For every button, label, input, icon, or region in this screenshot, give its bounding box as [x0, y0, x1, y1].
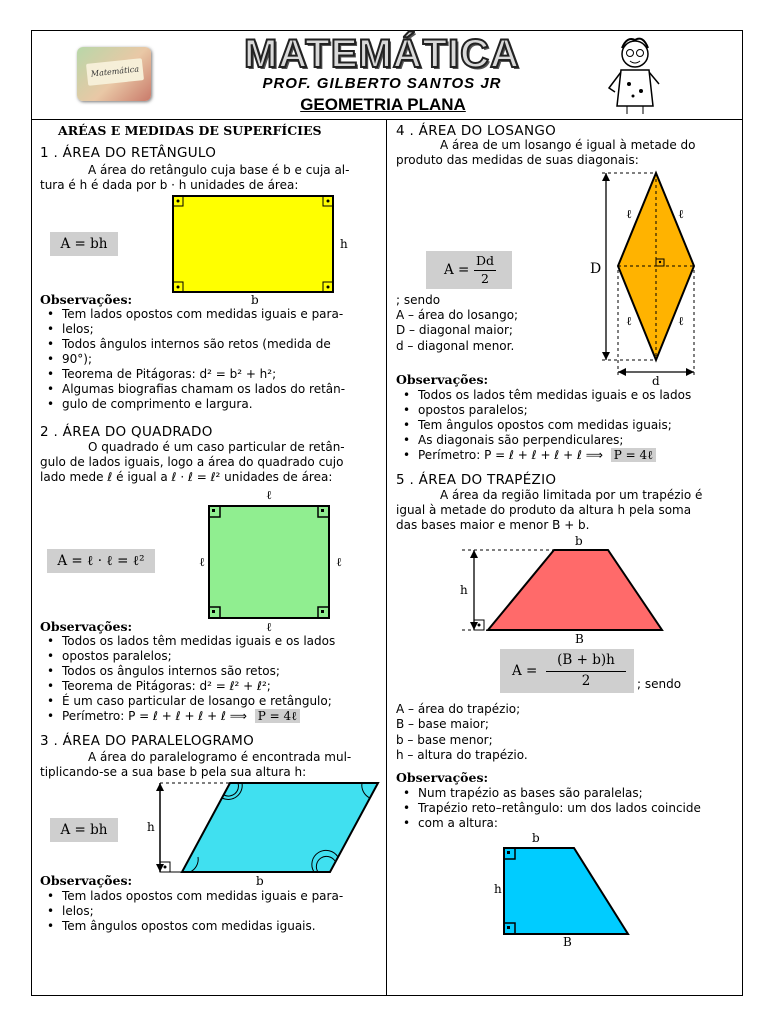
rhombus-figure [596, 170, 706, 380]
list-item: • As diagonais são perpendiculares; [396, 433, 691, 448]
parallelogram-h-label: h [147, 820, 155, 834]
trapezoid-heading: 5 . ÁREA DO TRAPÉZIO [396, 472, 557, 488]
list-item: • Todos os lados têm medidas iguais e os lados [396, 388, 691, 403]
rectangle-figure [170, 193, 340, 295]
trapezoid-def-h: h – altura do trapézio. [396, 748, 528, 762]
rhombus-d-label: d [652, 374, 660, 388]
rhombus-def-D: D – diagonal maior; [396, 323, 513, 337]
square-obs-title: Observações: [40, 619, 133, 634]
trapezoid-intro-line1: A área da região limitada por um trapézio é [440, 488, 703, 502]
square-intro-line3: lado mede ℓ é igual a ℓ · ℓ = ℓ² unidades de área: [40, 470, 333, 484]
square-right-label: ℓ [336, 555, 342, 569]
rectangle-formula: A = bh [50, 232, 118, 256]
list-item: • Todos os ângulos internos são retos; [40, 664, 335, 679]
rhombus-D-label: D [590, 261, 602, 277]
list-item: • Num trapézio as bases são paralelas; [396, 786, 701, 801]
logo-image [77, 47, 151, 101]
parallelogram-obs-title: Observações: [40, 873, 133, 888]
rhombus-obs-list [396, 388, 691, 463]
parallelogram-intro-line2: tiplicando-se a sua base b pela sua altura h: [40, 765, 307, 779]
parallelogram-heading: 3 . ÁREA DO PARALELOGRAMO [40, 733, 255, 749]
header-rule [31, 119, 743, 120]
parallelogram-intro-line1: A área do paralelogramo é encontrada mul- [88, 750, 352, 764]
rhombus-sendo: ; sendo [396, 293, 441, 307]
right-trapezoid-b-label: b [532, 831, 540, 845]
list-item: • opostos paralelos; [40, 649, 335, 664]
list-item: • 90°); [40, 352, 345, 367]
list-item: • Teorema de Pitágoras: d² = b² + h²; [40, 367, 345, 382]
square-figure [206, 503, 332, 621]
rhombus-heading: 4 . ÁREA DO LOSANGO [396, 123, 557, 139]
square-top-label: ℓ [266, 488, 272, 502]
logo-tag: Matemática [86, 58, 144, 86]
trapezoid-formula: A = (B + b)h 2 [500, 649, 634, 693]
list-item: • É um caso particular de losango e retângulo; [40, 694, 335, 709]
trapezoid-B-label: B [575, 632, 584, 646]
main-heading: ARÉAS E MEDIDAS DE SUPERFÍCIES [58, 123, 322, 138]
rectangle-obs-list [40, 307, 345, 412]
author-name: PROF. GILBERTO SANTOS JR [262, 75, 502, 92]
list-item: • Perímetro: P = ℓ + ℓ + ℓ + ℓ ⟹ P = 4ℓ [396, 448, 691, 463]
rectangle-heading: 1 . ÁREA DO RETÂNGULO [40, 145, 217, 161]
right-trapezoid-B-label: B [563, 935, 572, 949]
rhombus-side-label-br: ℓ [678, 314, 684, 328]
list-item: • lelos; [40, 904, 343, 919]
list-item: • Trapézio reto–retângulo: um dos lados coincide [396, 801, 701, 816]
column-divider [386, 120, 387, 995]
right-trapezoid-h-label: h [494, 882, 502, 896]
parallelogram-formula: A = bh [50, 818, 118, 842]
rhombus-obs-title: Observações: [396, 372, 489, 387]
rectangle-b-label: b [251, 293, 259, 307]
rectangle-h-label: h [340, 237, 348, 251]
parallelogram-obs-list [40, 889, 343, 934]
trapezoid-intro-line2: igual à metade do produto da altura h pela soma [396, 503, 692, 517]
list-item: • Todos os lados têm medidas iguais e os lados [40, 634, 335, 649]
list-item: • Algumas biografias chamam os lados do retân- [40, 382, 345, 397]
page-subtitle: GEOMETRIA PLANA [300, 95, 466, 114]
right-trapezoid-figure [498, 842, 634, 936]
rectangle-intro-line2: tura é h é dada por b · h unidades de área: [40, 178, 299, 192]
trapezoid-figure [458, 544, 668, 636]
list-item: • gulo de comprimento e largura. [40, 397, 345, 412]
list-item: • Tem lados opostos com medidas iguais e para- [40, 889, 343, 904]
trapezoid-obs-title: Observações: [396, 770, 489, 785]
trapezoid-def-b: b – base menor; [396, 733, 493, 747]
rhombus-def-d: d – diagonal menor. [396, 339, 515, 353]
rectangle-intro-line1: A área do retângulo cuja base é b e cuja al- [88, 163, 350, 177]
rhombus-side-label-bl: ℓ [626, 314, 632, 328]
rectangle-obs-title: Observações: [40, 292, 133, 307]
square-heading: 2 . ÁREA DO QUADRADO [40, 424, 213, 440]
trapezoid-sendo: ; sendo [637, 677, 682, 691]
trapezoid-obs-list [396, 786, 701, 831]
trapezoid-def-A: A – área do trapézio; [396, 702, 521, 716]
rhombus-side-label-tl: ℓ [626, 207, 632, 221]
list-item: • Perímetro: P = ℓ + ℓ + ℓ + ℓ ⟹ P = 4ℓ [40, 709, 335, 724]
square-perimeter-box: P = 4ℓ [255, 709, 300, 723]
rhombus-perimeter-box: P = 4ℓ [611, 448, 656, 462]
trapezoid-b-label: b [575, 534, 583, 548]
square-obs-list [40, 634, 335, 724]
square-formula: A = ℓ · ℓ = ℓ² [47, 549, 155, 573]
list-item: • lelos; [40, 322, 345, 337]
rhombus-formula: A = Dd 2 [426, 251, 512, 289]
list-item: • Todos ângulos internos são retos (medida de [40, 337, 345, 352]
rhombus-side-label-tr: ℓ [678, 207, 684, 221]
rhombus-def-A: A – área do losango; [396, 308, 519, 322]
square-left-label: ℓ [199, 555, 205, 569]
list-item: • Tem ângulos opostos com medidas iguais. [40, 919, 343, 934]
trapezoid-def-B: B – base maior; [396, 717, 489, 731]
parallelogram-figure [150, 780, 380, 876]
square-bottom-label: ℓ [266, 620, 272, 634]
list-item: • Tem lados opostos com medidas iguais e para- [40, 307, 345, 322]
rhombus-intro-line1: A área de um losango é igual à metade do [440, 138, 696, 152]
rhombus-intro-line2: produto das medidas de suas diagonais: [396, 153, 639, 167]
page-title: MATEMÁTICA [244, 32, 520, 76]
trapezoid-h-label: h [460, 583, 468, 597]
list-item: • com a altura: [396, 816, 701, 831]
list-item: • Tem ângulos opostos com medidas iguais; [396, 418, 691, 433]
list-item: • opostos paralelos; [396, 403, 691, 418]
list-item: • Teorema de Pitágoras: d² = ℓ² + ℓ²; [40, 679, 335, 694]
trapezoid-intro-line3: das bases maior e menor B + b. [396, 518, 590, 532]
teacher-cartoon-icon [607, 36, 661, 114]
parallelogram-b-label: b [256, 874, 264, 888]
square-intro-line1: O quadrado é um caso particular de retân- [88, 440, 345, 454]
square-intro-line2: gulo de lados iguais, logo a área do quadrado cujo [40, 455, 344, 469]
